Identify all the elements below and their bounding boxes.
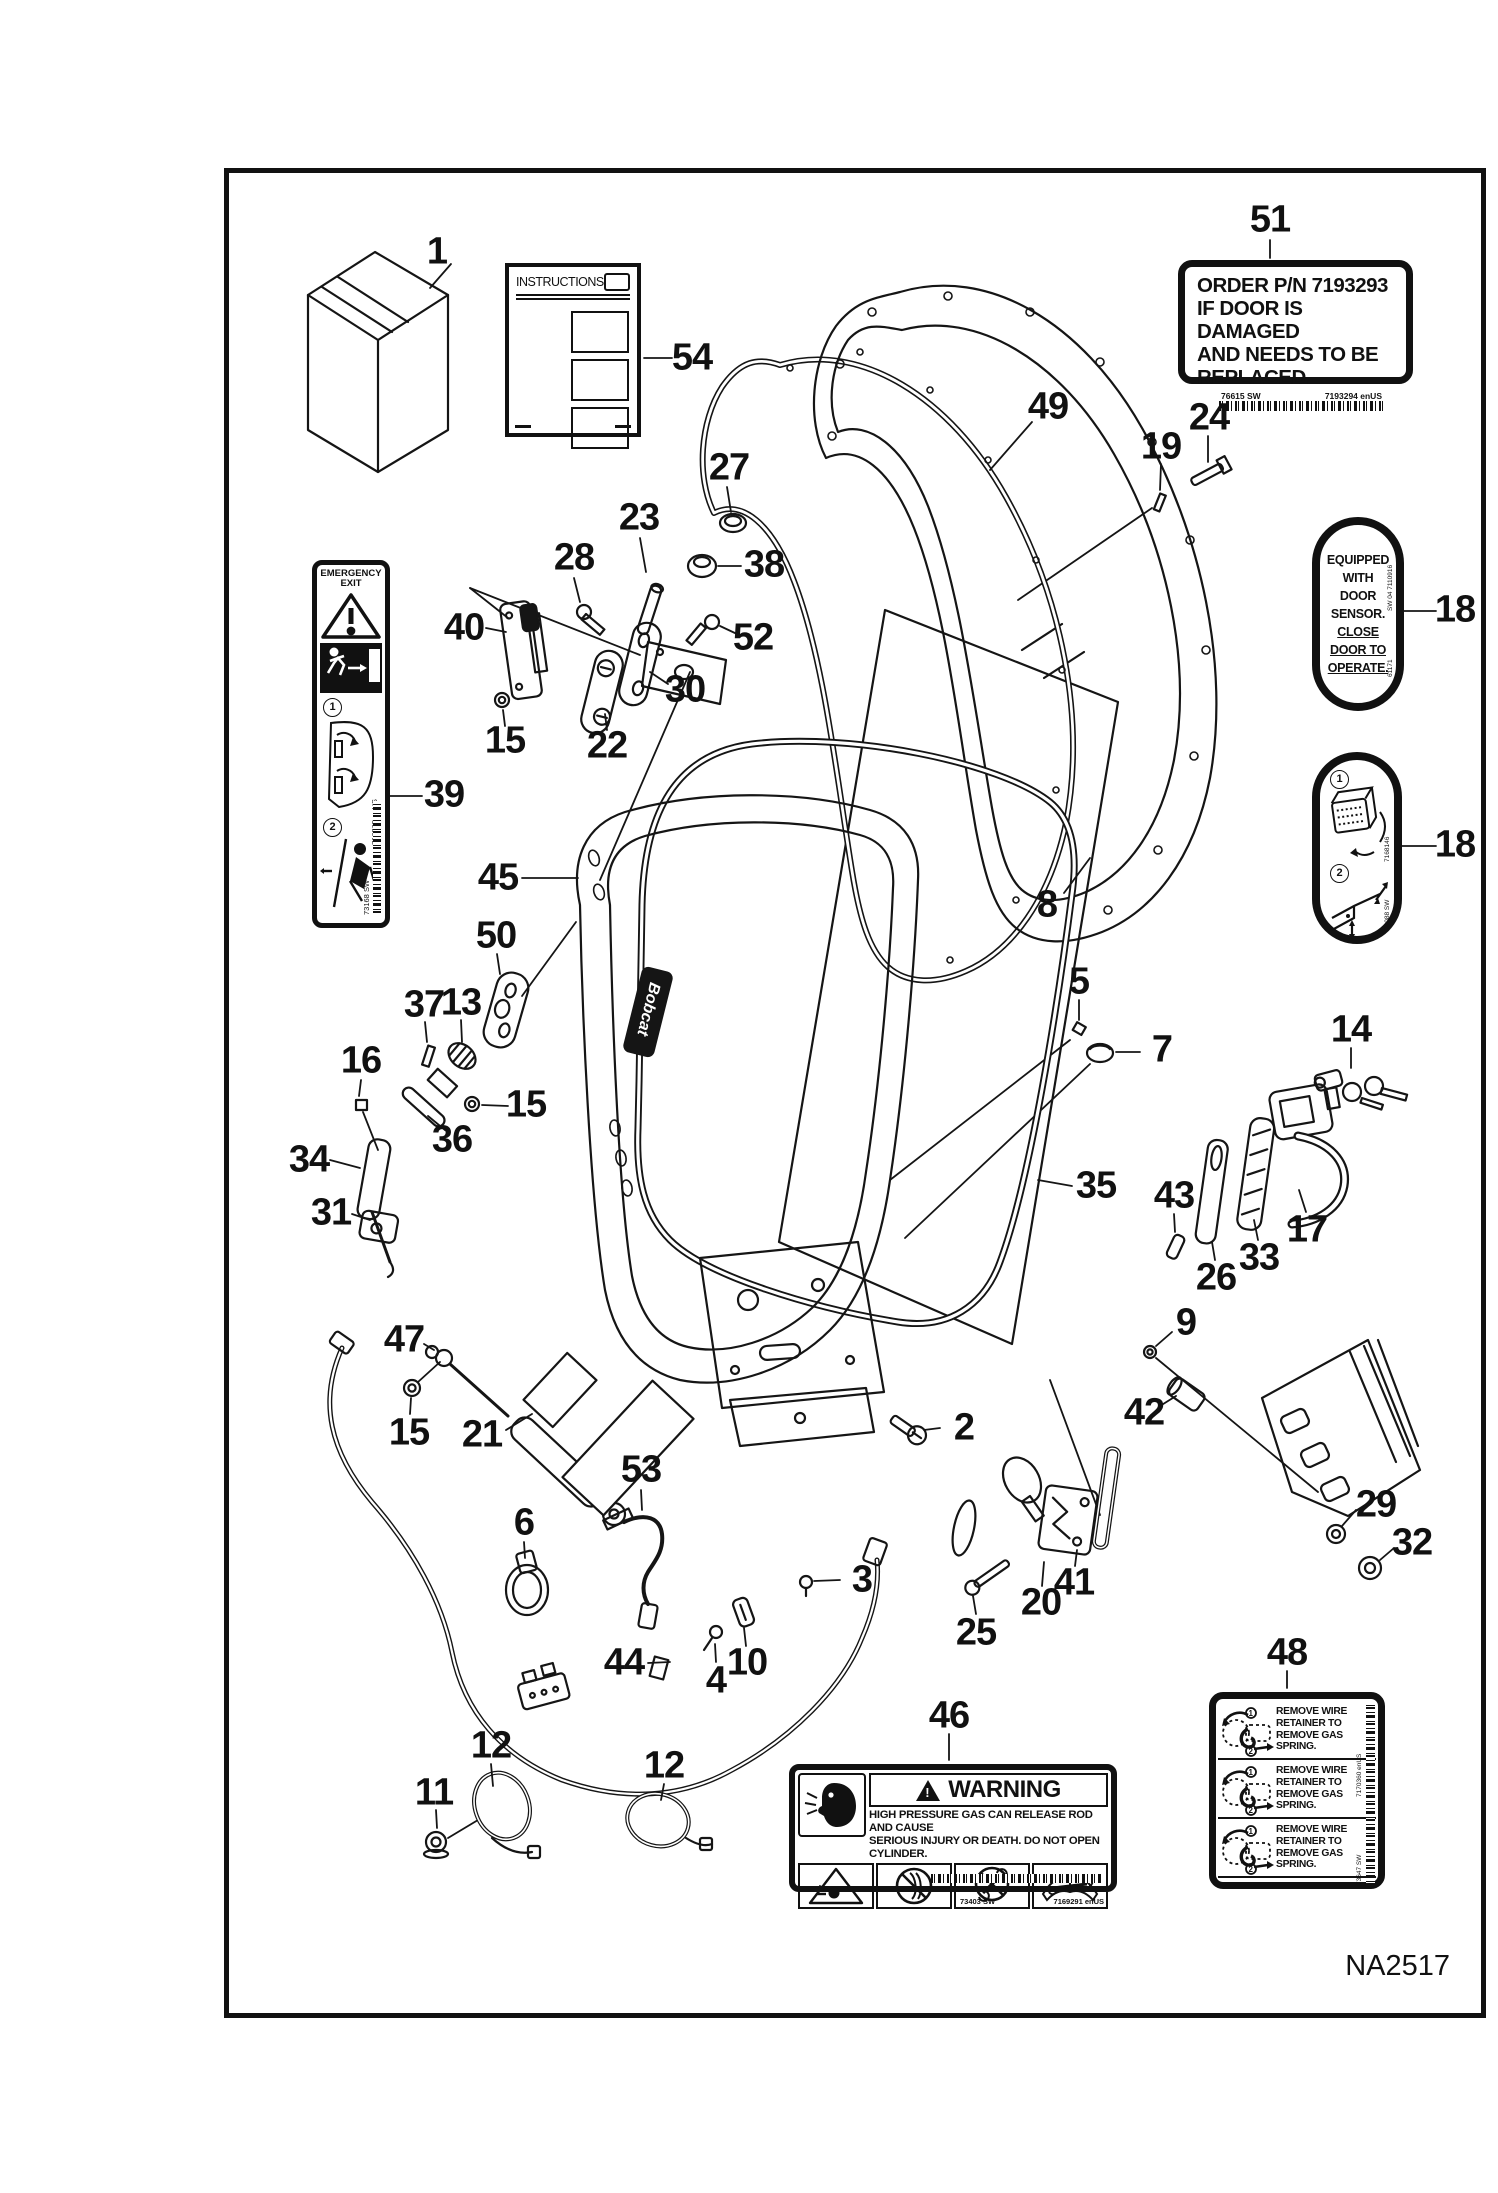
warning-triangle-icon bbox=[916, 1780, 940, 1801]
callout-39: 39 bbox=[423, 773, 465, 816]
callout-12: 12 bbox=[643, 1744, 685, 1787]
exit-pictogram-band bbox=[320, 643, 382, 693]
no-wrench-icon bbox=[954, 1863, 1030, 1909]
part-17-handle bbox=[1268, 1081, 1344, 1224]
svg-text:2: 2 bbox=[1248, 1864, 1253, 1874]
callout-23: 23 bbox=[618, 496, 660, 539]
part-9-ring bbox=[1144, 1346, 1156, 1358]
part-23-pin bbox=[637, 582, 664, 635]
decal-code: SW 04 7110916 bbox=[1387, 564, 1394, 612]
decal-lang-code: 7169291 enUS bbox=[1053, 1896, 1104, 1906]
part-15-nut-mid bbox=[465, 1097, 479, 1111]
part-19-pin bbox=[1154, 493, 1166, 511]
gas-spring-decal-row: 1 2 REMOVE WIRE RETAINER TO REMOVE GAS SPRING. bbox=[1218, 1819, 1376, 1878]
instructions-figures bbox=[571, 311, 629, 455]
svg-text:1: 1 bbox=[1248, 1826, 1253, 1836]
door-sensor-pictogram-decal bbox=[1312, 752, 1402, 944]
read-manual-icon bbox=[1032, 1863, 1108, 1909]
instructions-logo-box bbox=[604, 273, 630, 291]
callout-27: 27 bbox=[708, 446, 750, 489]
part-24-bolt bbox=[1188, 456, 1231, 488]
bobcat-logo-decal bbox=[622, 965, 674, 1058]
callout-28: 28 bbox=[553, 536, 595, 579]
part-4-bolt bbox=[704, 1626, 722, 1650]
callout-10: 10 bbox=[726, 1641, 768, 1684]
callout-52: 52 bbox=[732, 616, 774, 659]
decal-lang-code: 7193294 enUS bbox=[1324, 390, 1382, 401]
instructions-sheet bbox=[505, 263, 641, 437]
callout-21: 21 bbox=[461, 1413, 503, 1456]
callout-17: 17 bbox=[1286, 1208, 1328, 1251]
callout-4: 4 bbox=[705, 1659, 727, 1702]
part-38-bushing bbox=[688, 555, 716, 577]
handle-rotate-icon bbox=[323, 717, 377, 813]
spray-hazard-icon bbox=[798, 1863, 874, 1909]
part-12-cable-tie-left bbox=[465, 1765, 540, 1858]
callout-32: 32 bbox=[1391, 1521, 1433, 1564]
part-31-rod bbox=[372, 1212, 393, 1277]
callout-35: 35 bbox=[1075, 1164, 1117, 1207]
callout-5: 5 bbox=[1068, 960, 1090, 1003]
emergency-exit-decal: EMERGENCY EXIT 1 2 73168 SW bbox=[312, 560, 390, 928]
part-3-screw bbox=[800, 1576, 812, 1596]
callout-7: 7 bbox=[1151, 1028, 1173, 1071]
callout-42: 42 bbox=[1123, 1391, 1165, 1434]
order-decal-text: ORDER P/N 7193293 IF DOOR IS DAMAGED AND NEEDS TO BE REPLACED. bbox=[1197, 274, 1388, 389]
instructions-title: INSTRUCTIONS bbox=[516, 275, 604, 289]
callout-44: 44 bbox=[603, 1641, 645, 1684]
part-7-cap bbox=[1087, 1044, 1113, 1062]
part-16-nut bbox=[356, 1100, 367, 1110]
part-2-screw bbox=[887, 1411, 929, 1448]
part-10-clamp bbox=[732, 1596, 756, 1627]
part-5-clip bbox=[1073, 1022, 1086, 1035]
part-13-spring bbox=[443, 1038, 480, 1074]
gas-spring-decal-row: 1 2 REMOVE WIRE RETAINER TO REMOVE GAS SPRING. bbox=[1218, 1760, 1376, 1819]
callout-11: 11 bbox=[414, 1771, 454, 1814]
figure-code: NA2517 bbox=[1345, 1950, 1450, 1982]
part-15-nut bbox=[495, 693, 509, 707]
part-25-screw bbox=[963, 1557, 1013, 1598]
svg-text:Bobcat: Bobcat bbox=[633, 980, 664, 1038]
part-45-inner-frame bbox=[577, 795, 918, 1446]
decal-code: 7168146 bbox=[1384, 836, 1391, 862]
callout-18: 18 bbox=[1434, 823, 1476, 866]
part-1-shipping-box bbox=[308, 252, 448, 472]
decal-lang-code: 7170360 enUS bbox=[1356, 1753, 1363, 1797]
part-12-cable-tie-right bbox=[621, 1787, 712, 1853]
callout-22: 22 bbox=[586, 724, 628, 767]
decal-part-code: 73647 SW bbox=[1356, 1854, 1363, 1885]
wire-retainer-icon bbox=[1218, 1762, 1276, 1816]
warning-banner: ! WARNING bbox=[869, 1773, 1108, 1807]
decal-part-code: 73403 SW bbox=[960, 1896, 996, 1906]
gas-spring-decal-row: 1 2 REMOVE WIRE RETAINER TO REMOVE GAS SPRING. bbox=[1218, 1701, 1376, 1760]
decal-part-code: 73168 SW bbox=[362, 879, 371, 915]
callout-34: 34 bbox=[288, 1138, 330, 1181]
callout-14: 14 bbox=[1330, 1008, 1372, 1051]
leader-lines bbox=[363, 508, 1318, 1838]
svg-text:1: 1 bbox=[1248, 1708, 1253, 1718]
part-49-door-frame bbox=[814, 286, 1216, 942]
callout-8: 8 bbox=[1036, 883, 1058, 926]
callout-19: 19 bbox=[1140, 425, 1182, 468]
svg-text:2: 2 bbox=[1248, 1746, 1253, 1756]
callout-50: 50 bbox=[475, 914, 517, 957]
warning-text: HIGH PRESSURE GAS CAN RELEASE ROD AND CAUSE SERIOUS INJURY OR DEATH. DO NOT OPEN CYLINDER. bbox=[869, 1809, 1100, 1860]
callout-51: 51 bbox=[1249, 198, 1291, 241]
callout-45: 45 bbox=[477, 856, 519, 899]
callout-29: 29 bbox=[1355, 1483, 1397, 1526]
part-32-bolt bbox=[1359, 1557, 1381, 1579]
callout-25: 25 bbox=[955, 1611, 997, 1654]
callout-1: 1 bbox=[426, 230, 448, 273]
svg-text:1: 1 bbox=[1248, 1767, 1253, 1777]
part-28-bolt bbox=[577, 605, 604, 635]
emergency-title: EMERGENCY bbox=[320, 568, 382, 579]
running-person-icon bbox=[320, 643, 384, 689]
callout-18: 18 bbox=[1434, 588, 1476, 631]
part-43-sleeve bbox=[1165, 1234, 1185, 1260]
callout-15: 15 bbox=[505, 1083, 547, 1126]
callout-36: 36 bbox=[431, 1118, 473, 1161]
callout-48: 48 bbox=[1266, 1631, 1308, 1674]
callout-47: 47 bbox=[383, 1318, 425, 1361]
callout-2: 2 bbox=[953, 1406, 975, 1449]
step-1-badge: 1 bbox=[323, 698, 342, 717]
callout-24: 24 bbox=[1188, 396, 1230, 439]
part-35-window-seal bbox=[638, 741, 1074, 1323]
callout-9: 9 bbox=[1175, 1301, 1197, 1344]
callout-31: 31 bbox=[310, 1191, 352, 1234]
part-20-latch bbox=[948, 1451, 1098, 1558]
wire-retainer-icon bbox=[1218, 1703, 1276, 1757]
part-33-strip bbox=[1236, 1117, 1275, 1231]
decal-code-2: 74088 SW bbox=[1384, 899, 1391, 930]
callout-15: 15 bbox=[388, 1411, 430, 1454]
callout-46: 46 bbox=[928, 1694, 970, 1737]
callout-16: 16 bbox=[340, 1039, 382, 1082]
warning-triangle-icon bbox=[319, 591, 383, 641]
callout-13: 13 bbox=[440, 981, 482, 1024]
callout-12: 12 bbox=[470, 1724, 512, 1767]
callout-37: 37 bbox=[403, 983, 445, 1026]
barcode bbox=[931, 1874, 1101, 1883]
no-cylinder-icon bbox=[876, 1863, 952, 1909]
barcode bbox=[1219, 401, 1384, 411]
part-6-clamp bbox=[506, 1550, 548, 1615]
part-37-pin bbox=[422, 1046, 435, 1067]
part-26-strip bbox=[1195, 1139, 1229, 1245]
callout-38: 38 bbox=[743, 543, 785, 586]
part-27-cap bbox=[720, 514, 746, 532]
gas-warning-decal bbox=[789, 1764, 1117, 1906]
part-15-nut-low bbox=[404, 1380, 420, 1396]
step-2-badge: 2 bbox=[323, 818, 342, 837]
decal-code-2: 61171 bbox=[1387, 659, 1394, 677]
part-11-nut bbox=[424, 1832, 448, 1858]
callout-20: 20 bbox=[1020, 1581, 1062, 1624]
callout-43: 43 bbox=[1153, 1174, 1195, 1217]
callout-54: 54 bbox=[671, 336, 713, 379]
callout-33: 33 bbox=[1238, 1236, 1280, 1279]
barcode bbox=[1366, 1705, 1375, 1885]
callout-3: 3 bbox=[851, 1558, 873, 1601]
part-34-bracket bbox=[353, 1138, 412, 1244]
callout-53: 53 bbox=[620, 1448, 662, 1491]
gas-spring-decal-set bbox=[1209, 1692, 1385, 1889]
callout-26: 26 bbox=[1195, 1256, 1237, 1299]
svg-text:2: 2 bbox=[1248, 1805, 1253, 1815]
part-52-bolt bbox=[686, 615, 719, 645]
gas-jet-face-icon bbox=[798, 1773, 866, 1837]
callout-40: 40 bbox=[443, 606, 485, 649]
step-2-badge: 2 bbox=[1330, 864, 1349, 883]
callout-49: 49 bbox=[1027, 385, 1069, 428]
callout-41: 41 bbox=[1053, 1561, 1095, 1604]
part-50-plate bbox=[480, 969, 532, 1051]
door-sensor-decal: EQUIPPED WITH DOOR SENSOR. CLOSE DOOR TO OPERATE. SW 04 7110916 61171 bbox=[1312, 517, 1404, 711]
callout-6: 6 bbox=[513, 1501, 535, 1544]
order-door-decal bbox=[1178, 260, 1413, 401]
striker-bracket bbox=[1262, 1340, 1420, 1516]
callout-30: 30 bbox=[664, 668, 706, 711]
decal-part-code: 76615 SW bbox=[1221, 390, 1261, 401]
step-1-badge: 1 bbox=[1330, 770, 1349, 789]
callout-15: 15 bbox=[484, 719, 526, 762]
part-29-washer bbox=[1327, 1525, 1345, 1543]
barcode bbox=[373, 801, 381, 913]
wire-retainer-icon bbox=[1218, 1821, 1276, 1875]
part-40-bracket bbox=[499, 599, 550, 699]
